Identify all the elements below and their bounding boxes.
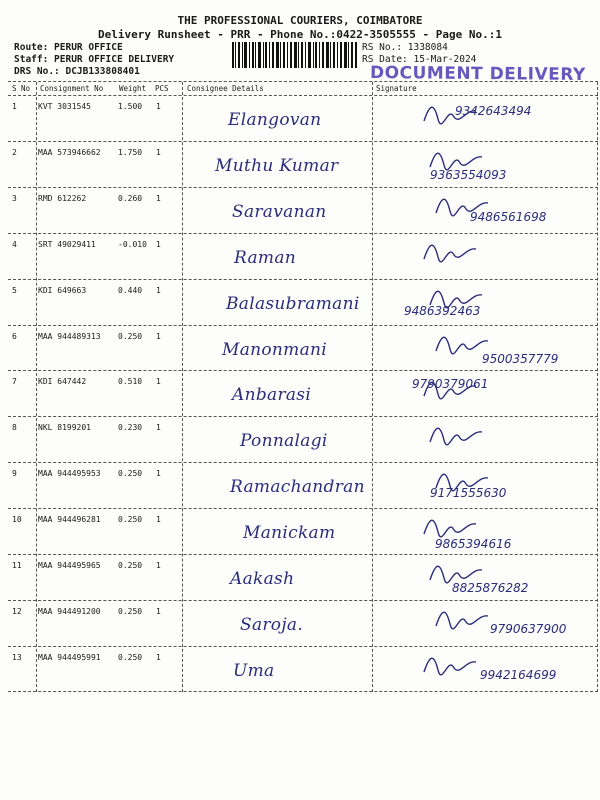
cell-sno: 3: [12, 193, 17, 203]
cell-consignment: MAA 944496281: [38, 515, 101, 525]
signature-phone: 9865394616: [435, 537, 512, 551]
cell-weight: 0.250: [118, 652, 143, 662]
cell-sno: 5: [12, 285, 17, 295]
signature-scribble: [432, 466, 492, 496]
cell-consignment: MAA 944495953: [38, 469, 101, 479]
runsheet-subtitle: Delivery Runsheet - PRR - Phone No.:0422-3505555 - Page No.:1: [98, 28, 502, 41]
cell-weight: 1.500: [118, 102, 143, 111]
signature-scribble: [426, 145, 486, 175]
col-header-consignment: Consignment No: [40, 84, 104, 93]
cell-weight: 0.250: [118, 469, 143, 479]
signature-scribble: [420, 374, 480, 404]
signature-scribble: [426, 283, 486, 313]
cell-weight: 0.250: [118, 331, 143, 341]
cell-sno: 6: [12, 331, 17, 341]
cell-pcs: 1: [156, 515, 161, 525]
cell-sno: 13: [12, 652, 22, 662]
signature-scribble: [432, 191, 492, 221]
cell-pcs: 1: [156, 469, 161, 479]
col-header-weight: Weight: [119, 84, 147, 93]
cell-consignment: NKL 8199201: [38, 423, 91, 433]
table-row: [8, 462, 598, 509]
table-row: [8, 416, 598, 463]
cell-consignment: RMD 612262: [38, 193, 87, 203]
table-row: [8, 370, 598, 417]
col-header-consignee: Consignee Details: [187, 84, 264, 93]
cell-sno: 12: [12, 606, 22, 616]
cell-weight: 0.440: [118, 285, 143, 295]
signature-phone: 9500357779: [482, 352, 559, 366]
document-delivery-stamp: DOCUMENT DELIVERY: [369, 63, 586, 85]
signature-scribble: [432, 604, 492, 634]
cell-pcs: 1: [156, 377, 161, 387]
rs-date: RS Date: 15-Mar-2024: [362, 54, 477, 65]
signature-phone: 9790379061: [412, 377, 489, 391]
signature-phone: 9486561698: [470, 210, 547, 224]
cell-consignment: SRT 49029411: [38, 239, 96, 249]
consignee-name: Anbarasi: [232, 385, 312, 406]
consignee-name: Aakash: [230, 569, 295, 589]
signature-scribble: [420, 237, 480, 267]
consignee-name: Saravanan: [232, 201, 327, 222]
cell-sno: 7: [12, 377, 17, 387]
table-top-line: [8, 81, 598, 82]
signature-scribble: [420, 650, 480, 680]
cell-sno: 2: [12, 147, 17, 157]
cell-consignment: MAA 944489313: [38, 331, 101, 341]
drs-number: DRS No.: DCJB133808401: [14, 66, 140, 77]
cell-pcs: 1: [156, 239, 161, 249]
consignee-name: Manickam: [243, 523, 336, 544]
cell-pcs: 1: [156, 561, 161, 570]
cell-sno: 1: [12, 102, 17, 111]
signature-phone: 9363554093: [430, 168, 507, 182]
table-row: [8, 233, 598, 280]
consignee-name: Raman: [234, 247, 297, 268]
cell-weight: 0.230: [118, 423, 143, 433]
runsheet-title: THE PROFESSIONAL COURIERS, COIMBATORE: [177, 14, 423, 27]
table-row: [8, 141, 598, 188]
col-header-sno: S No: [12, 84, 31, 93]
consignee-name: Ramachandran: [230, 477, 365, 498]
cell-weight: 0.250: [118, 606, 143, 616]
cell-consignment: MAA 944495965: [38, 561, 101, 570]
consignee-name: Elangovan: [228, 110, 322, 130]
signature-phone: 8825876282: [452, 581, 529, 595]
table-bottom-line: [8, 691, 598, 692]
cell-pcs: 1: [156, 193, 161, 203]
signature-scribble: [426, 420, 486, 450]
cell-sno: 9: [12, 469, 17, 479]
cell-consignment: MAA 944491200: [38, 606, 101, 616]
signature-phone: 9942164699: [480, 668, 557, 682]
cell-weight: 0.260: [118, 193, 143, 203]
table-row: [8, 279, 598, 326]
cell-pcs: 1: [156, 285, 161, 295]
signature-phone: 9486392463: [404, 304, 481, 318]
cell-consignment: MAA 944495991: [38, 652, 101, 662]
cell-sno: 8: [12, 423, 17, 433]
consignee-name: Ponnalagi: [240, 431, 328, 452]
signature-scribble: [426, 558, 486, 588]
cell-weight: 0.510: [118, 377, 143, 387]
cell-sno: 10: [12, 515, 22, 525]
cell-pcs: 1: [156, 606, 161, 616]
cell-weight: -0.010: [118, 239, 147, 249]
cell-sno: 4: [12, 239, 17, 249]
signature-phone: 9342643494: [455, 104, 532, 118]
cell-sno: 11: [12, 561, 22, 570]
cell-weight: 0.250: [118, 515, 143, 525]
consignee-name: Balasubramani: [226, 293, 360, 314]
staff-label: Staff: PERUR OFFICE DELIVERY: [14, 54, 175, 65]
cell-pcs: 1: [156, 331, 161, 341]
signature-scribble: [420, 512, 480, 542]
consignee-name: Muthu Kumar: [215, 155, 339, 176]
cell-consignment: KVT 3031545: [38, 102, 91, 111]
cell-consignment: KDI 649663: [38, 285, 87, 295]
table-row: [8, 95, 598, 142]
barcode: [232, 42, 357, 68]
consignee-name: Uma: [233, 660, 275, 681]
signature-phone: 9171555630: [430, 486, 507, 500]
cell-pcs: 1: [156, 102, 161, 111]
consignee-name: Manonmani: [222, 339, 328, 360]
cell-weight: 1.750: [118, 147, 143, 157]
consignee-name: Saroja.: [240, 614, 304, 635]
signature-scribble: [420, 99, 480, 129]
cell-weight: 0.250: [118, 561, 143, 570]
signature-scribble: [432, 329, 492, 359]
rs-number: RS No.: 1338084: [362, 42, 448, 53]
col-header-signature: Signature: [376, 84, 417, 93]
signature-phone: 9790637900: [490, 622, 567, 636]
cell-pcs: 1: [156, 652, 161, 662]
cell-pcs: 1: [156, 423, 161, 433]
col-header-pcs: PCS: [155, 84, 169, 93]
cell-pcs: 1: [156, 147, 161, 157]
cell-consignment: KDI 647442: [38, 377, 87, 387]
cell-consignment: MAA 573946662: [38, 147, 101, 157]
route-label: Route: PERUR OFFICE: [14, 42, 123, 53]
